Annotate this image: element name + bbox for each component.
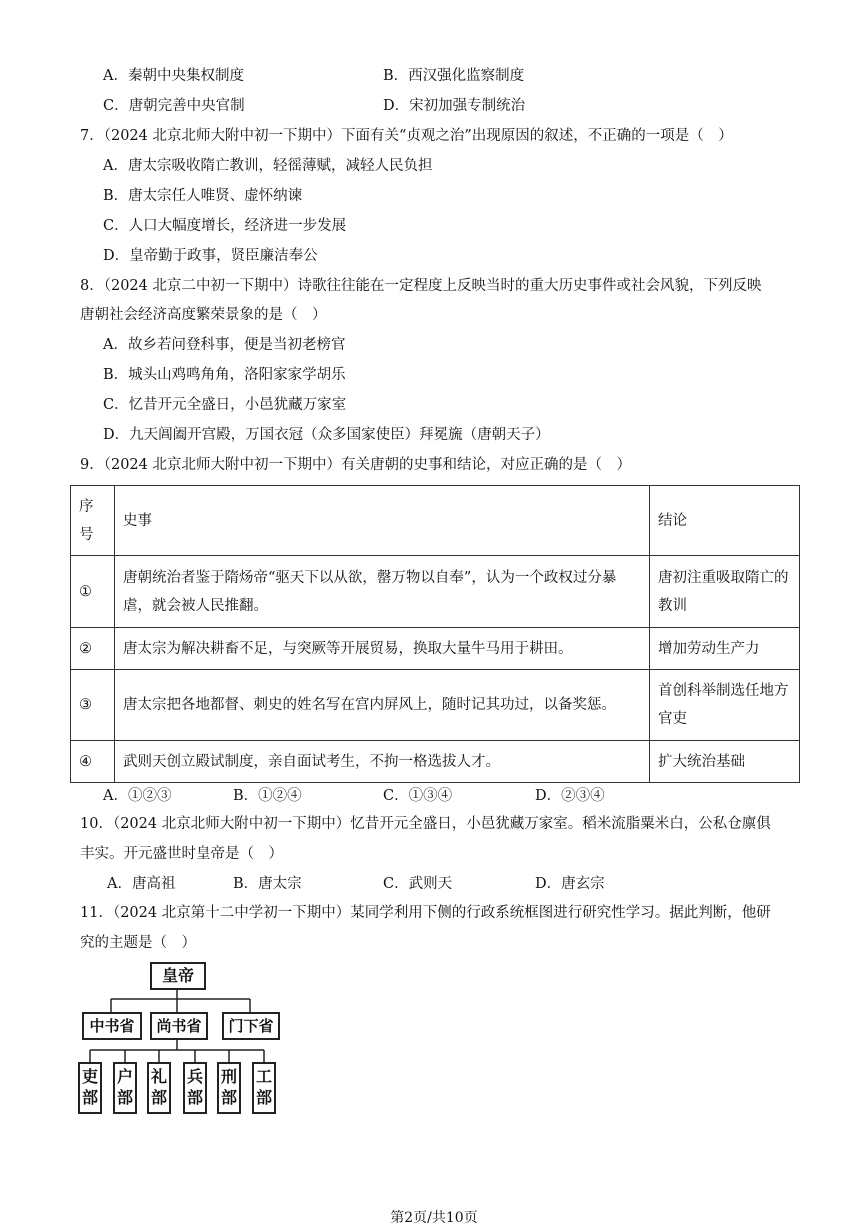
zhongshu-box: 中书省 — [82, 1012, 142, 1040]
ministry-li-rites — [147, 1062, 171, 1114]
page-footer: 第2页/共10页 — [390, 1210, 478, 1226]
ministry-char: 户 — [116, 1067, 133, 1086]
row-event: 唐太宗把各地都督、刺史的姓名写在宫内屏风上，随时记其功过，以备奖惩。 — [115, 670, 650, 741]
q9-option-c: C．①③④ — [383, 788, 453, 804]
ministry-char: 部 — [150, 1088, 167, 1107]
history-table — [70, 485, 800, 783]
q8-option-d: D．九天阊阖开宫殿，万国衣冠（众多国家使臣）拜冕旒（唐朝天子） — [103, 427, 550, 443]
q9-option-b: B．①②④ — [233, 788, 302, 804]
row-event: 武则天创立殿试制度，亲自面试考生，不拘一格选拔人才。 — [115, 741, 650, 783]
ministry-bing — [183, 1062, 207, 1114]
admin-system-diagram — [78, 962, 278, 1117]
menxia-box: 门下省 — [222, 1012, 280, 1040]
ministry-char: 吏 — [81, 1067, 98, 1086]
header-num: 序号 — [71, 486, 115, 556]
table-row — [71, 628, 800, 670]
q10-option-b: B．唐太宗 — [233, 876, 302, 892]
table-row — [71, 670, 800, 741]
row-num: ④ — [71, 741, 115, 783]
header-conclusion: 结论 — [650, 486, 800, 556]
q10-option-c: C．武则天 — [383, 876, 453, 892]
emperor-box: 皇帝 — [150, 962, 206, 990]
table-row — [71, 556, 800, 628]
q7-option-d: D．皇帝勤于政事，贤臣廉洁奉公 — [103, 248, 318, 264]
q9-option-d: D．②③④ — [535, 788, 605, 804]
q7-option-a: A．唐太宗吸收隋亡教训，轻徭薄赋，减轻人民负担 — [103, 158, 433, 174]
row-conclusion: 首创科举制选任地方官吏 — [650, 670, 800, 741]
q8-stem-line2: 唐朝社会经济高度繁荣景象的是（ ） — [80, 307, 327, 323]
row-conclusion: 唐初注重吸取隋亡的教训 — [650, 556, 800, 628]
ministry-char: 部 — [116, 1088, 133, 1107]
ministry-char: 工 — [255, 1067, 272, 1086]
q8-option-c: C．忆昔开元全盛日，小邑犹藏万家室 — [103, 397, 347, 413]
q6-option-b: B．西汉强化监察制度 — [383, 68, 525, 84]
ministry-char: 部 — [220, 1088, 237, 1107]
q10-stem-line2: 丰实。开元盛世时皇帝是（ ） — [80, 846, 283, 862]
row-conclusion: 增加劳动生产力 — [650, 628, 800, 670]
q7-stem: 7．（2024 北京北师大附中初一下期中）下面有关“贞观之治”出现原因的叙述，不正确的一项是（ ） — [80, 128, 733, 144]
row-event: 唐朝统治者鉴于隋炀帝“驱天下以从欲，罄万物以自奉”，认为一个政权过分暴虐，就会被人民推翻。 — [115, 556, 650, 628]
q9-option-a: A．①②③ — [103, 788, 172, 804]
ministry-gong — [252, 1062, 276, 1114]
q8-option-a: A．故乡若问登科事，便是当初老榜官 — [103, 337, 346, 353]
table-row — [71, 741, 800, 783]
q11-stem-line1: 11．（2024 北京第十二中学初一下期中）某同学利用下侧的行政系统框图进行研究性学习。据此判断，他研 — [80, 905, 771, 921]
ministry-xing — [217, 1062, 241, 1114]
q6-option-d: D．宋初加强专制统治 — [383, 98, 526, 114]
ministry-char: 刑 — [220, 1067, 237, 1086]
q6-option-c: C．唐朝完善中央官制 — [103, 98, 245, 114]
q10-stem-line1: 10．（2024 北京北师大附中初一下期中）忆昔开元全盛日，小邑犹藏万家室。稻米流脂粟米白，公私仓廪俱 — [80, 816, 771, 832]
row-event: 唐太宗为解决耕畜不足，与突厥等开展贸易，换取大量牛马用于耕田。 — [115, 628, 650, 670]
ministry-char: 部 — [255, 1088, 272, 1107]
q10-option-a: A．唐高祖 — [107, 876, 176, 892]
q10-option-d: D．唐玄宗 — [535, 876, 605, 892]
ministry-li-personnel — [78, 1062, 102, 1114]
q8-stem-line1: 8．（2024 北京二中初一下期中）诗歌往往能在一定程度上反映当时的重大历史事件或社会风貌，下列反映 — [80, 278, 762, 294]
row-num: ① — [71, 556, 115, 628]
ministry-char: 礼 — [150, 1067, 167, 1086]
row-num: ② — [71, 628, 115, 670]
q7-option-c: C．人口大幅度增长，经济进一步发展 — [103, 218, 347, 234]
q7-option-b: B．唐太宗任人唯贤、虚怀纳谏 — [103, 188, 303, 204]
row-num: ③ — [71, 670, 115, 741]
table-header-row — [71, 486, 800, 556]
q8-option-b: B．城头山鸡鸣角角，洛阳家家学胡乐 — [103, 367, 346, 383]
q11-stem-line2: 究的主题是（ ） — [80, 935, 196, 951]
ministry-hu — [113, 1062, 137, 1114]
q6-option-a: A．秦朝中央集权制度 — [103, 68, 244, 84]
header-event: 史事 — [115, 486, 650, 556]
ministry-char: 兵 — [186, 1067, 203, 1086]
shangshu-box: 尚书省 — [150, 1012, 208, 1040]
ministry-char: 部 — [81, 1088, 98, 1107]
ministry-char: 部 — [186, 1088, 203, 1107]
row-conclusion: 扩大统治基础 — [650, 741, 800, 783]
q9-stem: 9．（2024 北京北师大附中初一下期中）有关唐朝的史事和结论，对应正确的是（ ） — [80, 457, 631, 473]
